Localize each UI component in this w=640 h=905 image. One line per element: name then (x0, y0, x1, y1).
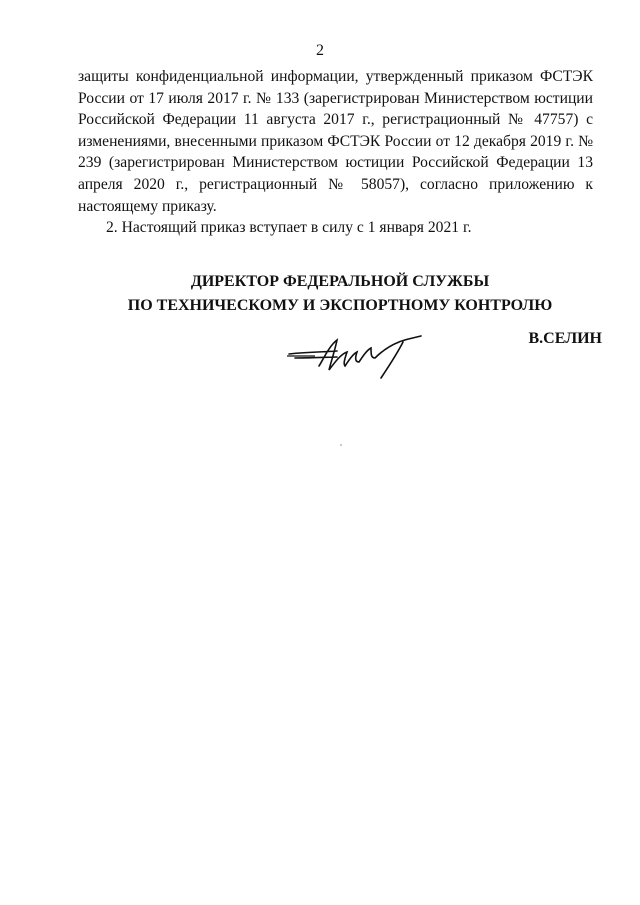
scan-speck (340, 444, 342, 446)
signatory-title-line-1: ДИРЕКТОР ФЕДЕРАЛЬНОЙ СЛУЖБЫ (190, 273, 490, 290)
paragraph-1: защиты конфиденциальной информации, утвержденный приказом ФСТЭК России от 17 июля 2017 г. № 133 (зарегистрирован Министерством юстиции Российской Федерации 11 августа 2017 г., регистрационный № 47757) с изменениями, внесенными приказом ФСТЭК России от 12 декабря 2019 г. № 239 (зарегистрирован Министерством юстиции Российской Федерации 13 апреля 2020 г., регистрационный № 58057), согласно приложению к настоящему приказу. (78, 68, 593, 215)
paragraph-2: 2. Настоящий приказ вступает в силу с 1 января 2021 г. (106, 219, 472, 237)
handwritten-signature (285, 332, 425, 380)
page-number: 2 (316, 42, 324, 59)
signatory-title (0, 270, 640, 318)
signatory-title-line-2: ПО ТЕХНИЧЕСКОМУ И ЭКСПОРТНОМУ КОНТРОЛЮ (127, 297, 553, 314)
signer-name: В.СЕЛИН (528, 330, 602, 347)
body-text (78, 66, 593, 239)
